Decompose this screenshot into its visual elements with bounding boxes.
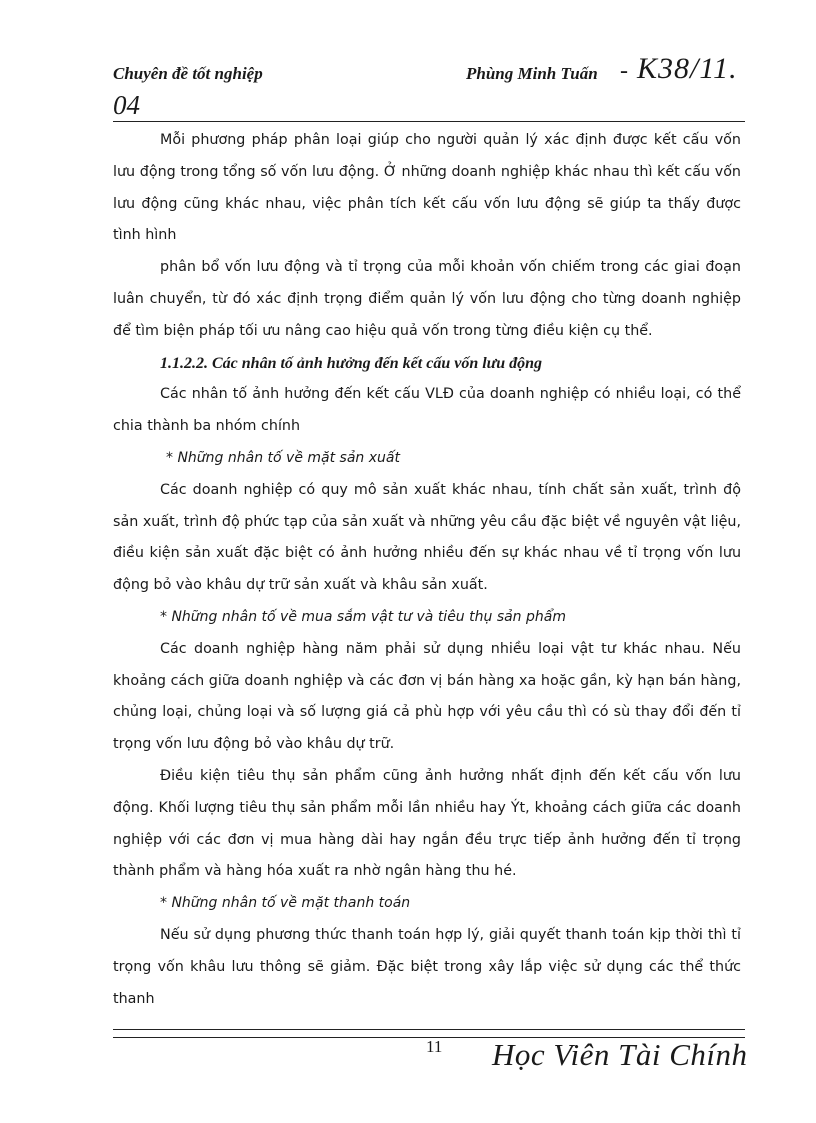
paragraph: Các doanh nghiệp có quy mô sản xuất khác nhau, tính chất sản xuất, trình độ sản xuất, trình độ phức tạp của sản xuất và những yêu cầu đặc biệt về nguyên vật liệu, điều kiện sản xuất đặc biệt có ảnh hưởng nhiều đến sự khác nhau về tỉ trọng vốn lưu động bỏ vào khâu dự trữ sản xuất và khâu sản xuất.: [113, 481, 741, 594]
paragraph: Mỗi phương pháp phân loại giúp cho người quản lý xác định được kết cấu vốn lưu động trong tổng số vốn lưu động. Ở những doanh nghiệp khác nhau thì kết cấu vốn lưu động cũng khác nhau, việc phân tích kết cấu vốn lưu động sẽ giúp ta thấy được tình hình: [113, 132, 741, 244]
header-document-type: Chuyên đề tốt nghiệp: [113, 64, 263, 83]
header-dash: -: [620, 58, 628, 84]
subheading: * Những nhân tố về mặt sản xuất: [166, 449, 400, 466]
paragraph: Các doanh nghiệp hàng năm phải sử dụng nhiều loại vật tư khác nhau. Nếu khoảng cách giữa doanh nghiệp và các đơn vị bán hàng xa hoặc gần, kỳ hạn bán hàng, chủng loại, chủng loại và số lượng giá cả phù hợp với yêu cầu thì có sù thay đổi đến tỉ trọng vốn lưu động bỏ vào khâu dự trữ.: [113, 640, 741, 753]
section-heading: 1.1.2.2. Các nhân tố ảnh hưởng đến kết cấu vốn lưu động: [160, 354, 543, 372]
paragraph: Nếu sử dụng phương thức thanh toán hợp lý, giải quyết thanh toán kịp thời thì tỉ trọng vốn khâu lưu thông sẽ giảm. Đặc biệt trong xây lắp việc sử dụng các thể thức thanh: [113, 926, 741, 1007]
header-class-code: K38/11.: [637, 52, 738, 85]
footer-school-name: Học Viên Tài Chính: [492, 1037, 748, 1072]
header-author: Phùng Minh Tuấn: [466, 64, 598, 83]
header-rule: [113, 121, 745, 122]
paragraph: Điều kiện tiêu thụ sản phẩm cũng ảnh hưởng nhất định đến kết cấu vốn lưu động. Khối lượng tiêu thụ sản phẩm mỗi lần nhiều hay Ýt, khoảng cách giữa các doanh nghiệp với các đơn vị mua hàng dài hay ngắn đều trực tiếp ảnh hưởng đến tỉ trọng thành phẩm và hàng hóa xuất ra nhờ ngân hàng thu hé.: [113, 767, 741, 880]
paragraph: phân bổ vốn lưu động và tỉ trọng của mỗi khoản vốn chiếm trong các giai đoạn luân chuyển, từ đó xác định trọng điểm quản lý vốn lưu động cho từng doanh nghiệp để tìm biện pháp tối ưu nâng cao hiệu quả vốn trong từng điều kiện cụ thể.: [113, 259, 741, 339]
page-number: 11: [426, 1037, 443, 1056]
subheading: * Những nhân tố về mua sắm vật tư và tiêu thụ sản phẩm: [160, 608, 566, 625]
header-class-code-cont: 04: [113, 90, 140, 120]
paragraph: Các nhân tố ảnh hưởng đến kết cấu VLĐ của doanh nghiệp có nhiều loại, có thể chia thành ba nhóm chính: [113, 386, 741, 435]
body-text: [113, 125, 741, 1015]
subheading: * Những nhân tố về mặt thanh toán: [160, 895, 411, 912]
